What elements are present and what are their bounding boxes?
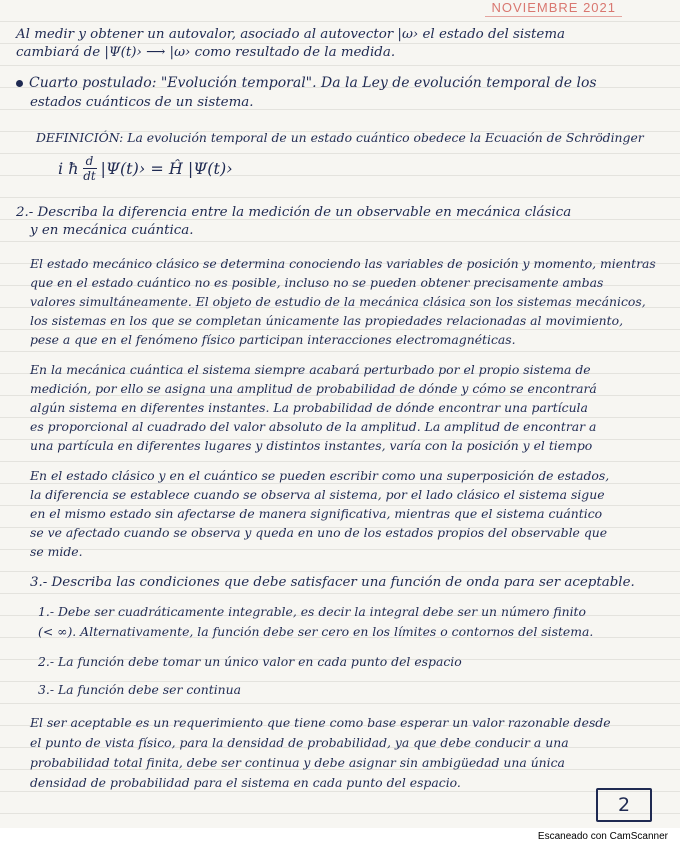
- text-line: estados cuánticos de un sistema.: [30, 95, 254, 110]
- text-line: El ser aceptable es un requerimiento que tiene como base esperar un valor razonable desde: [30, 715, 611, 730]
- text-line: se mide.: [30, 544, 83, 559]
- text-line: en el mismo estado sin afectarse de manera significativa, mientras que el sistema cuántico: [30, 506, 603, 521]
- text-line: algún sistema en diferentes instantes. La probabilidad de dónde encontrar una partícula: [30, 400, 588, 415]
- text-line: densidad de probabilidad para el sistema en cada punto del espacio.: [30, 775, 461, 790]
- text-line: Al medir y obtener un autovalor, asociado al autovector |ω› el estado del sistema: [16, 27, 566, 42]
- text-line: los sistemas en los que se completan únicamente las propiedades relacionadas al movimiento,: [30, 313, 624, 328]
- text-line: cambiará de |Ψ(t)› ⟶ |ω› como resultado de la medida.: [16, 45, 396, 60]
- text-line: 1.- Debe ser cuadráticamente integrable, es decir la integral debe ser un número finito: [38, 604, 586, 619]
- text-line: medición, por ello se asigna una amplitud de probabilidad de dónde y cómo se encontrará: [30, 381, 597, 396]
- bullet-icon: [16, 80, 23, 87]
- equation-rest: |Ψ(t)› = Ĥ |Ψ(t)›: [100, 159, 233, 178]
- text-line: El estado mecánico clásico se determina conociendo las variables de posición y momento, mientras: [30, 256, 656, 271]
- text-line: el punto de vista físico, para la densidad de probabilidad, ya que debe conducir a una: [30, 735, 569, 750]
- text-line: Cuarto postulado: "Evolución temporal". Da la Ley de evolución temporal de los: [29, 75, 597, 91]
- equation-prefix: i ħ: [58, 159, 79, 178]
- text-line: DEFINICIÓN: La evolución temporal de un estado cuántico obedece la Ecuación de Schrödinger: [36, 130, 644, 145]
- page-number-box: [596, 788, 652, 822]
- text-line: que en el estado cuántico no es posible, incluso no se pueden obtener precisamente ambas: [30, 275, 604, 290]
- text-line: 2.- Describa la diferencia entre la medición de un observable en mecánica clásica: [16, 205, 572, 220]
- text-line: En el estado clásico y en el cuántico se pueden escribir como una superposición de estados,: [30, 468, 610, 483]
- page-number: 2: [617, 794, 631, 816]
- text-line: (< ∞). Alternativamente, la función debe ser cero en los límites o contornos del sistema.: [38, 624, 594, 639]
- text-line: 2.- La función debe tomar un único valor en cada punto del espacio: [38, 654, 462, 669]
- derivative-fraction: [83, 155, 97, 182]
- text-line: la diferencia se establece cuando se observa al sistema, por el lado clásico el sistema sigue: [30, 487, 605, 502]
- list-item: [16, 75, 597, 91]
- header-date: NOVIEMBRE 2021: [485, 0, 622, 17]
- text-line: una partícula en diferentes lugares y distintos instantes, varía con la posición y el tiempo: [30, 438, 593, 453]
- fraction-numerator: d: [85, 154, 94, 168]
- text-line: se ve afectado cuando se observa y queda en uno de los estados propios del observable que: [30, 525, 608, 540]
- text-line: En la mecánica cuántica el sistema siempre acabará perturbado por el propio sistema de: [30, 362, 591, 377]
- schrodinger-equation: [58, 155, 233, 182]
- text-line: es proporcional al cuadrado del valor absoluto de la amplitud. La amplitud de encontrar a: [30, 419, 597, 434]
- text-line: 3.- Describa las condiciones que debe satisfacer una función de onda para ser aceptable.: [30, 575, 635, 590]
- text-line: 3.- La función debe ser continua: [38, 682, 242, 697]
- text-line: probabilidad total finita, debe ser continua y debe asignar sin ambigüedad una única: [30, 755, 565, 770]
- text-line: pese a que en el fenómeno físico participan interacciones electromagnéticas.: [30, 332, 516, 347]
- text-line: valores simultáneamente. El objeto de estudio de la mecánica clásica son los sistemas mecánicos,: [30, 294, 646, 309]
- text-line: y en mecánica cuántica.: [30, 223, 194, 238]
- scanner-watermark: Escaneado con CamScanner: [537, 831, 668, 842]
- fraction-denominator: dt: [83, 169, 96, 183]
